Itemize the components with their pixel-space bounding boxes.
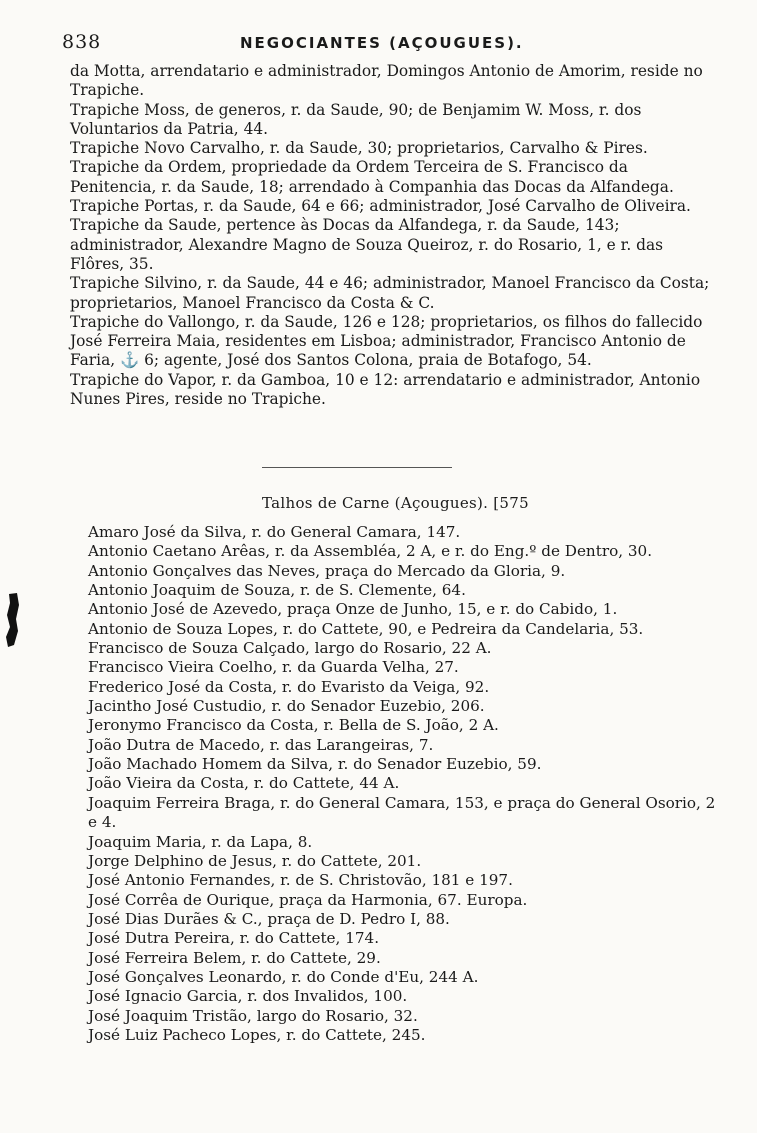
list-item: João Machado Homem da Silva, r. do Senador Euzebio, 59. — [88, 755, 542, 774]
list-item: Frederico José da Costa, r. do Evaristo da Veiga, 92. — [88, 677, 490, 696]
list-item: Trapiche Portas, r. da Saude, 64 e 66; administrador, José Carvalho de Oliveira. — [70, 197, 691, 216]
list-item: Trapiche da Saude, pertence às Docas da Alfandega, r. da Saude, 143; administrador, Alexandre Magno de Souza Queiroz, r. do Rosario, 1, e r. das Flôres, 35. — [70, 216, 664, 273]
section-divider — [262, 467, 452, 468]
list-item: José Gonçalves Leonardo, r. do Conde d'Eu, 244 A. — [88, 967, 479, 986]
list-item: João Vieira da Costa, r. do Cattete, 44 A. — [88, 774, 400, 793]
list-item: Antonio Joaquim de Souza, r. de S. Clemente, 64. — [88, 581, 466, 600]
list-item: José Luiz Pacheco Lopes, r. do Cattete, 245. — [88, 1025, 426, 1044]
list-item: Trapiche Moss, de generos, r. da Saude, 90; de Benjamim W. Moss, r. dos Voluntarios da Patria, 44. — [70, 100, 642, 138]
list-item: Francisco de Souza Calçado, largo do Rosario, 22 A. — [88, 639, 492, 658]
list-item: Antonio José de Azevedo, praça Onze de Junho, 15, e r. do Cabido, 1. — [88, 600, 618, 619]
list-item: Joaquim Ferreira Braga, r. do General Camara, 153, e praça do General Osorio, 2 e 4. — [88, 793, 716, 832]
list-item: José Joaquim Tristão, largo do Rosario, 32. — [88, 1006, 418, 1025]
list-item: Trapiche da Ordem, propriedade da Ordem Terceira de S. Francisco da Penitencia, r. da Saude, 18; arrendado à Companhia das Docas da Alfandega. — [70, 158, 674, 196]
list-item: José Dutra Pereira, r. do Cattete, 174. — [88, 929, 380, 948]
list-item: Francisco Vieira Coelho, r. da Guarda Velha, 27. — [88, 658, 459, 677]
list-item: Trapiche do Vallongo, r. da Saude, 126 e 128; proprietarios, os filhos do fallecido José Ferreira Maia, residentes em Lisboa; administrador, Francisco Antonio de Faria, ⚓ 6; agente, José dos Santos Colona, praia de Botafogo, 54. — [70, 312, 703, 370]
running-head: NEGOCIANTES (AÇOUGUES). — [240, 34, 524, 52]
list-item: José Antonio Fernandes, r. de S. Christovão, 181 e 197. — [88, 871, 513, 890]
list-item: Antonio Gonçalves das Neves, praça do Mercado da Gloria, 9. — [88, 561, 566, 580]
list-item: da Motta, arrendatario e administrador, Domingos Antonio de Amorim, reside no Trapiche. — [70, 62, 703, 100]
trapiche-list — [70, 62, 710, 409]
ink-blot-mark — [3, 593, 21, 648]
list-item: José Ferreira Belem, r. do Cattete, 29. — [88, 948, 381, 967]
list-item: José Ignacio Garcia, r. dos Invalidos, 100. — [88, 987, 408, 1006]
list-item: Antonio Caetano Arêas, r. da Assembléa, 2 A, e r. do Eng.º de Dentro, 30. — [88, 542, 653, 561]
section-title: Talhos de Carne (Açougues). [575 — [262, 494, 529, 512]
list-item: Joaquim Maria, r. da Lapa, 8. — [88, 832, 313, 851]
list-item: Antonio de Souza Lopes, r. do Cattete, 90, e Pedreira da Candelaria, 53. — [88, 619, 644, 638]
list-item: Jeronymo Francisco da Costa, r. Bella de S. João, 2 A. — [88, 716, 499, 735]
list-item: Trapiche Novo Carvalho, r. da Saude, 30; proprietarios, Carvalho & Pires. — [70, 139, 648, 158]
list-item: Jorge Delphino de Jesus, r. do Cattete, 201. — [88, 851, 422, 870]
list-item: Trapiche Silvino, r. da Saude, 44 e 46; administrador, Manoel Francisco da Costa; proprietarios, Manoel Francisco da Costa & C. — [70, 274, 710, 312]
list-item: Trapiche do Vapor, r. da Gamboa, 10 e 12: arrendatario e administrador, Antonio Nunes Pires, reside no Trapiche. — [70, 370, 701, 409]
list-item: José Corrêa de Ourique, praça da Harmonia, 67. Europa. — [88, 890, 528, 909]
list-item: João Dutra de Macedo, r. das Larangeiras, 7. — [88, 735, 434, 754]
talhos-list — [88, 523, 718, 1045]
list-item: Jacintho José Custudio, r. do Senador Euzebio, 206. — [88, 697, 485, 716]
list-item: Amaro José da Silva, r. do General Camara, 147. — [88, 523, 461, 541]
list-item: José Dias Durães & C., praça de D. Pedro I, 88. — [88, 909, 450, 928]
page-number: 838 — [62, 31, 102, 53]
